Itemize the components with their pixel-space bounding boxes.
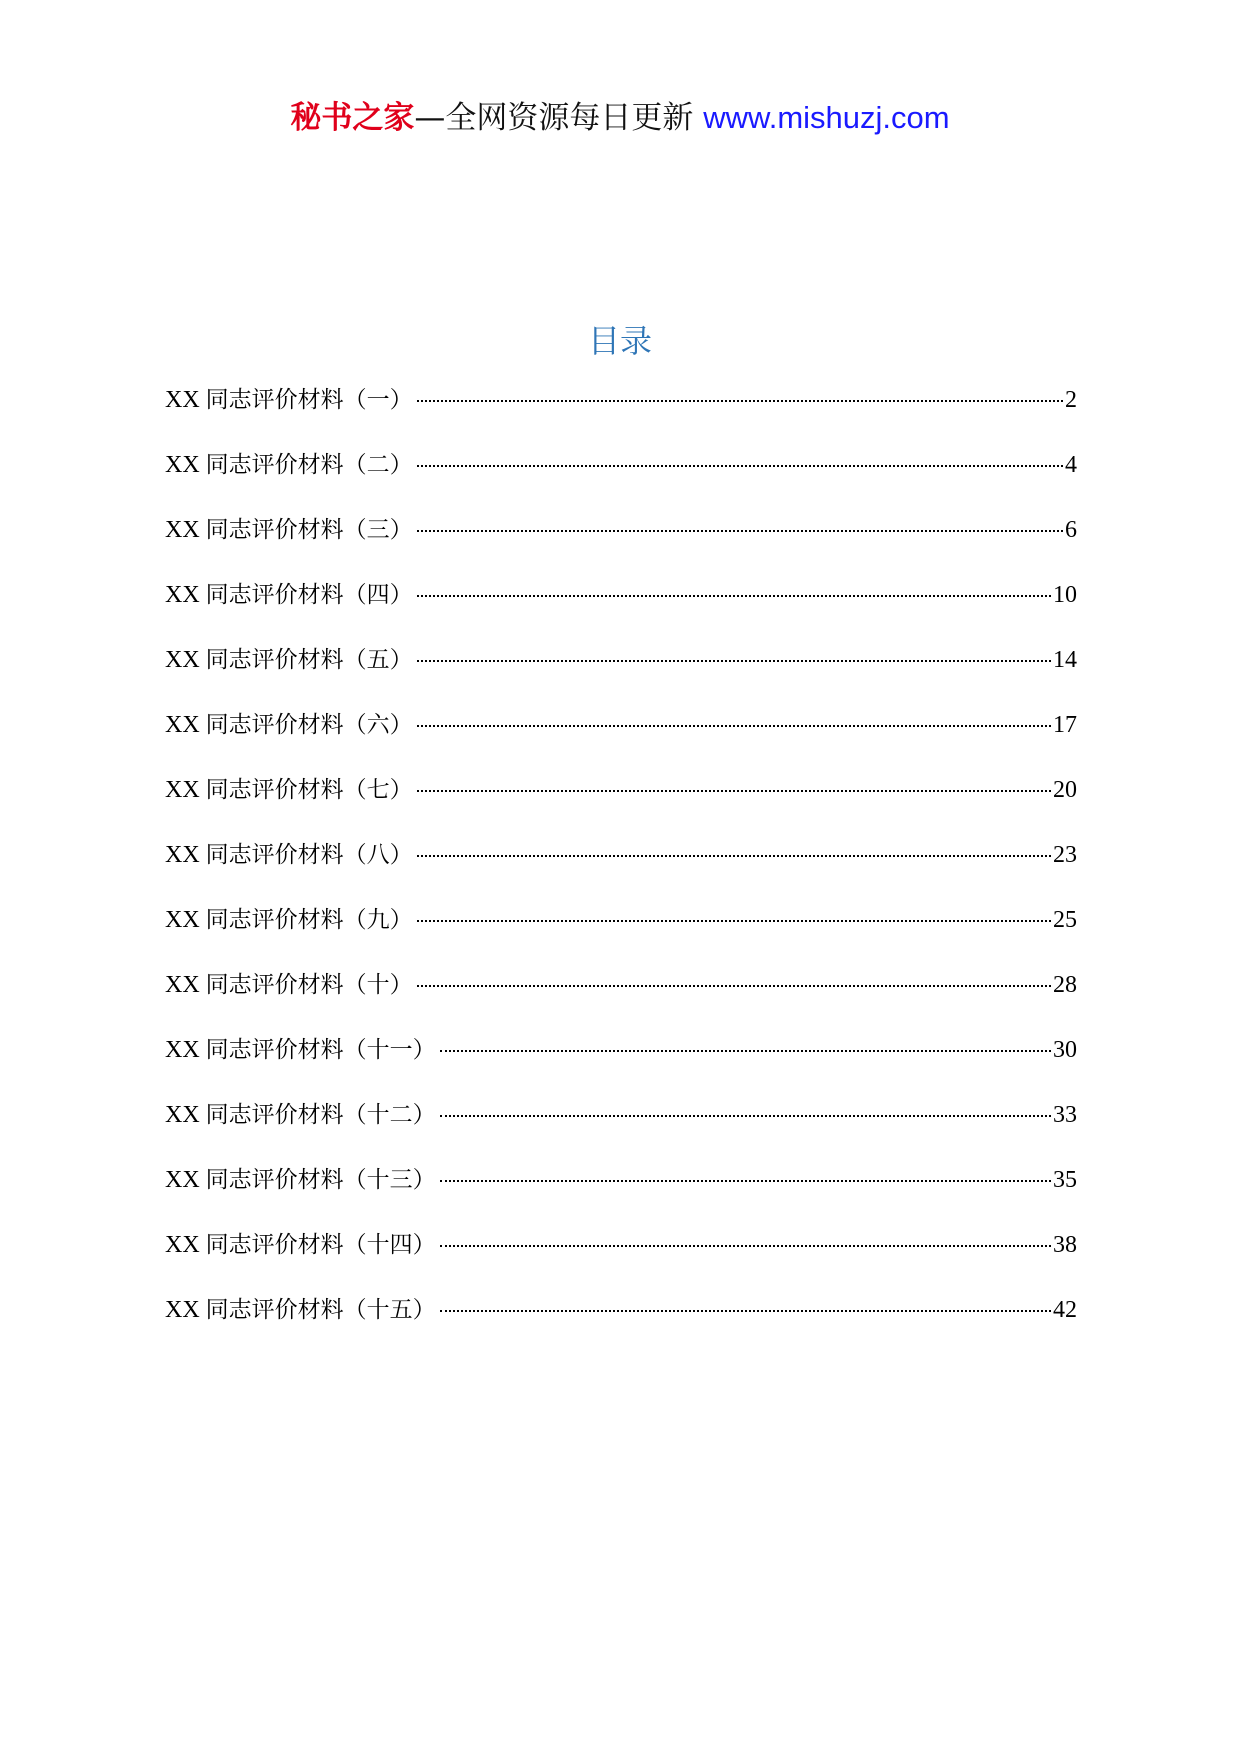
- toc-page-number: 38: [1053, 1232, 1077, 1258]
- toc-entry-label: 同志评价材料（十二）: [205, 1102, 436, 1128]
- toc-entry-prefix: XX: [165, 1232, 200, 1258]
- toc-entry[interactable]: [165, 515, 1077, 580]
- toc-dot-leader: [440, 1115, 1051, 1117]
- toc-dot-leader: [440, 1310, 1051, 1312]
- toc-dot-leader: [417, 855, 1051, 857]
- toc-dot-leader: [417, 790, 1051, 792]
- site-brand: 秘书之家: [290, 100, 415, 136]
- toc-entry-title: [165, 710, 413, 740]
- toc-entry-title: [165, 970, 413, 1000]
- toc-entry[interactable]: [165, 1230, 1077, 1295]
- toc-entry-prefix: XX: [165, 452, 200, 478]
- toc-dot-leader: [417, 530, 1063, 532]
- site-tagline: —全网资源每日更新: [414, 100, 694, 136]
- toc-entry-title: [165, 385, 413, 415]
- toc-page-number: 4: [1065, 452, 1077, 478]
- toc-entry-label: 同志评价材料（十）: [205, 972, 413, 998]
- toc-page-number: 28: [1053, 972, 1077, 998]
- toc-entry-title: [165, 840, 413, 870]
- toc-entry-label: 同志评价材料（十四）: [205, 1232, 436, 1258]
- toc-entry-prefix: XX: [165, 1102, 200, 1128]
- toc-page-number: 20: [1053, 777, 1077, 803]
- toc-page-number: 23: [1053, 842, 1077, 868]
- toc-page-number: 10: [1053, 582, 1077, 608]
- toc-entry-label: 同志评价材料（二）: [205, 452, 413, 478]
- toc-entry-title: [165, 775, 413, 805]
- toc-dot-leader: [417, 465, 1063, 467]
- toc-entry[interactable]: [165, 645, 1077, 710]
- toc-page-number: 2: [1065, 387, 1077, 413]
- toc-dot-leader: [417, 725, 1051, 727]
- toc-entry-title: [165, 905, 413, 935]
- toc-page-number: 30: [1053, 1037, 1077, 1063]
- toc-page-number: 35: [1053, 1167, 1077, 1193]
- toc-dot-leader: [417, 985, 1051, 987]
- toc-entry-title: [165, 1100, 436, 1130]
- toc-entry-title: [165, 1165, 436, 1195]
- toc-dot-leader: [417, 595, 1051, 597]
- toc-entry-title: [165, 1035, 436, 1065]
- toc-entry[interactable]: [165, 1295, 1077, 1360]
- toc-dot-leader: [440, 1245, 1051, 1247]
- toc-entry[interactable]: [165, 905, 1077, 970]
- toc-page-number: 33: [1053, 1102, 1077, 1128]
- toc-entry-label: 同志评价材料（三）: [205, 517, 413, 543]
- toc-entry-prefix: XX: [165, 517, 200, 543]
- toc-entry-label: 同志评价材料（四）: [205, 582, 413, 608]
- toc-entry-label: 同志评价材料（十一）: [205, 1037, 436, 1063]
- toc-dot-leader: [417, 660, 1051, 662]
- toc-entry-label: 同志评价材料（十三）: [205, 1167, 436, 1193]
- toc-entry-prefix: XX: [165, 582, 200, 608]
- toc-page-number: 25: [1053, 907, 1077, 933]
- toc-heading: 目录: [587, 322, 652, 360]
- toc-entry-title: [165, 1230, 436, 1260]
- toc-entry[interactable]: [165, 710, 1077, 775]
- toc-entry-label: 同志评价材料（七）: [205, 777, 413, 803]
- toc-entry-label: 同志评价材料（一）: [205, 387, 413, 413]
- toc-entry[interactable]: [165, 1100, 1077, 1165]
- toc-entry-prefix: XX: [165, 712, 200, 738]
- toc-page-number: 14: [1053, 647, 1077, 673]
- toc-entry-prefix: XX: [165, 1167, 200, 1193]
- toc-entry-label: 同志评价材料（八）: [205, 842, 413, 868]
- toc-entry-prefix: XX: [165, 387, 200, 413]
- toc-dot-leader: [440, 1050, 1051, 1052]
- toc-entry[interactable]: [165, 450, 1077, 515]
- toc-dot-leader: [417, 920, 1051, 922]
- toc-entry-prefix: XX: [165, 842, 200, 868]
- toc-entry-prefix: XX: [165, 1037, 200, 1063]
- toc-entry-title: [165, 515, 413, 545]
- toc-entry-label: 同志评价材料（六）: [205, 712, 413, 738]
- toc-entry[interactable]: [165, 840, 1077, 905]
- site-url-link[interactable]: www.mishuzj.com: [703, 100, 950, 135]
- toc-entry[interactable]: [165, 1165, 1077, 1230]
- toc-entry[interactable]: [165, 970, 1077, 1035]
- toc-entry-prefix: XX: [165, 777, 200, 803]
- toc-entry-prefix: XX: [165, 972, 200, 998]
- toc-entry-title: [165, 645, 413, 675]
- toc-entry[interactable]: [165, 385, 1077, 450]
- toc-entry-title: [165, 450, 413, 480]
- toc-entry-label: 同志评价材料（九）: [205, 907, 413, 933]
- toc-page-number: 42: [1053, 1297, 1077, 1323]
- toc-entry-label: 同志评价材料（五）: [205, 647, 413, 673]
- toc-entry[interactable]: [165, 1035, 1077, 1100]
- toc-entry[interactable]: [165, 580, 1077, 645]
- toc-dot-leader: [417, 400, 1063, 402]
- toc-entry-prefix: XX: [165, 647, 200, 673]
- toc-entry-prefix: XX: [165, 1297, 200, 1323]
- toc-entry-label: 同志评价材料（十五）: [205, 1297, 436, 1323]
- toc-page-number: 6: [1065, 517, 1077, 543]
- toc-dot-leader: [440, 1180, 1051, 1182]
- site-banner: [0, 98, 1240, 138]
- toc-entry-title: [165, 580, 413, 610]
- toc-entry-title: [165, 1295, 436, 1325]
- toc-entry[interactable]: [165, 775, 1077, 840]
- toc-entry-prefix: XX: [165, 907, 200, 933]
- table-of-contents: [165, 385, 1077, 1360]
- toc-page-number: 17: [1053, 712, 1077, 738]
